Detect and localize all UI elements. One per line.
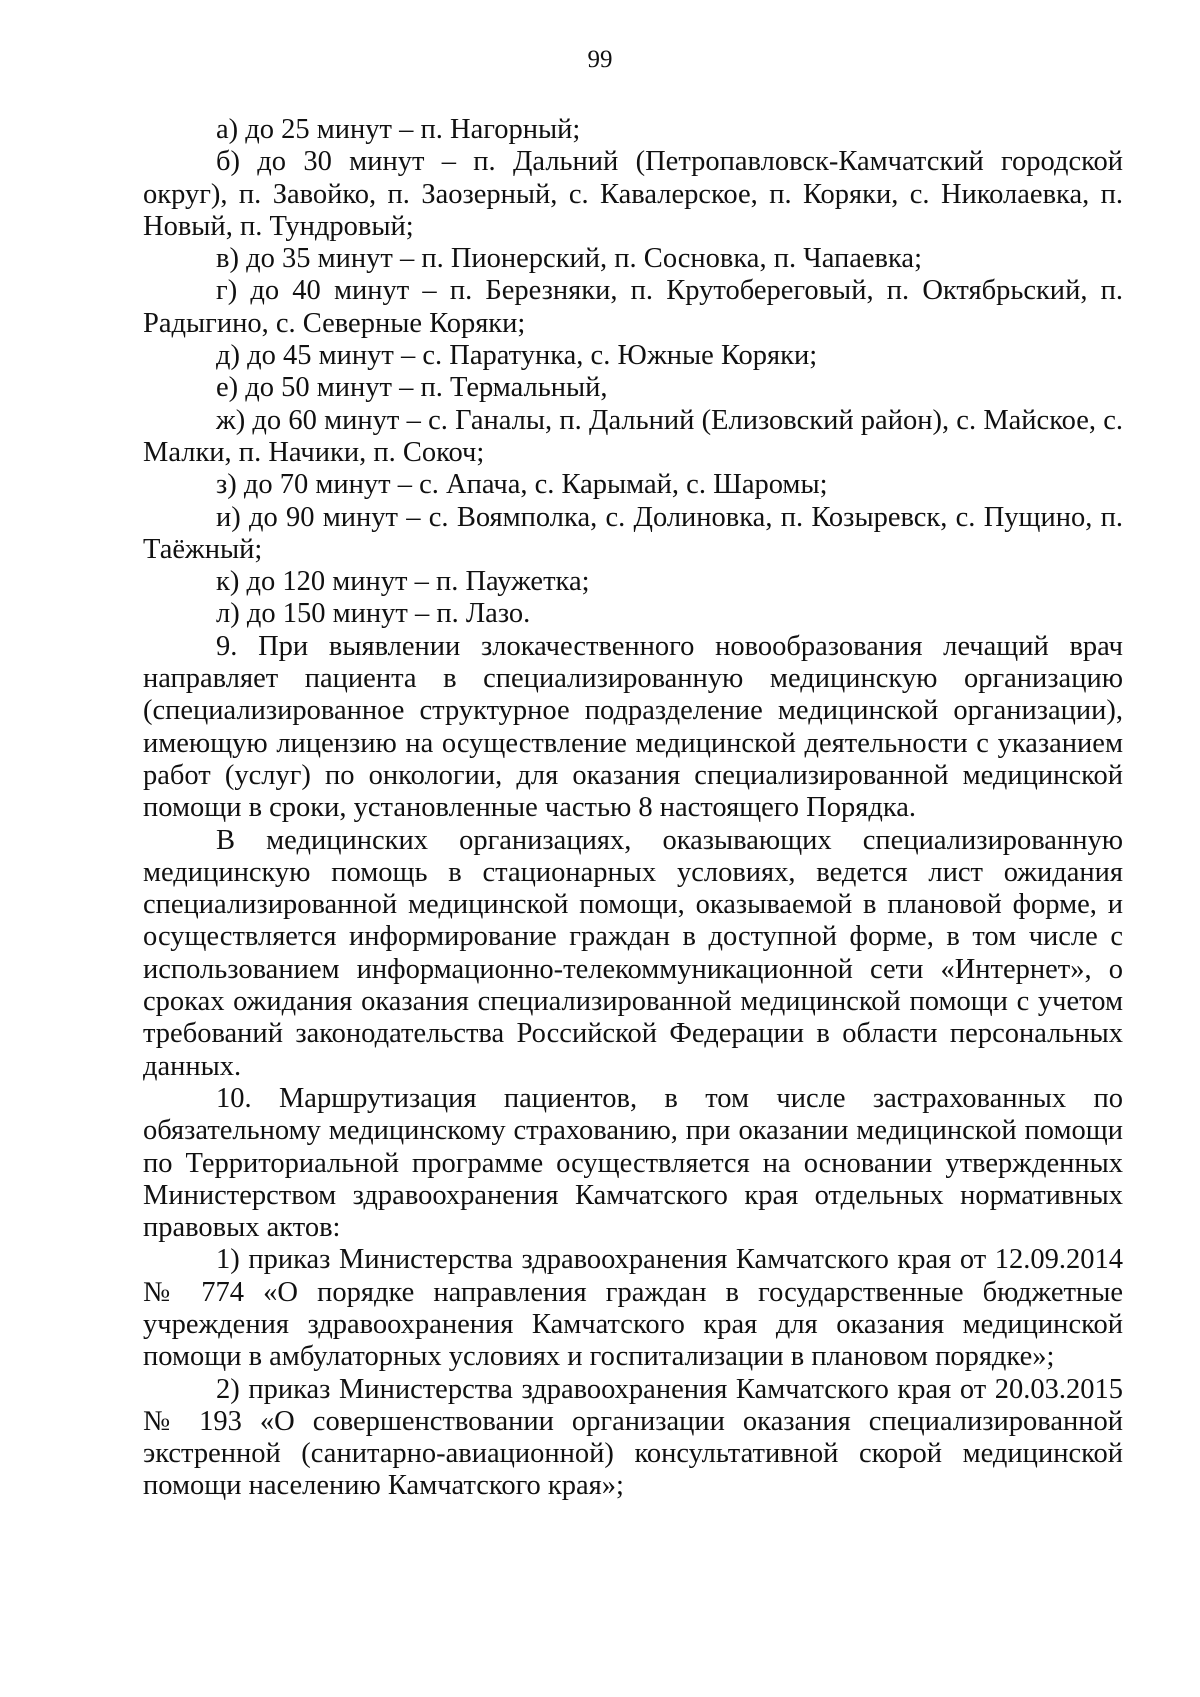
list-item-v: в) до 35 минут – п. Пионерский, п. Сосновка, п. Чапаевка; <box>216 243 922 275</box>
document-body <box>143 114 1123 1503</box>
list-item-i: и) до 90 минут – с. Воямполка, с. Долиновка, п. Козыревск, с. Пущино, п. Таёжный; <box>143 501 1123 565</box>
list-item-d: д) до 45 минут – с. Паратунка, с. Южные Коряки; <box>216 340 818 372</box>
list-item-b: б) до 30 минут – п. Дальний (Петропавловск-Камчатский городской округ), п. Завойко, п. Заозерный, с. Кавалерское, п. Коряки, с. Николаевка, п. Новый, п. Тундровый; <box>143 146 1123 242</box>
list-item-l: л) до 150 минут – п. Лазо. <box>216 598 531 630</box>
order-2-paragraph: 2) приказ Министерства здравоохранения Камчатского края от 20.03.2015 № 193 «О совершенствовании организации оказания специализированной экстренной (санитарно-авиационной) консультативной скорой медицинской помощи населению Камчатского края»; <box>143 1373 1123 1502</box>
waiting-list-paragraph: В медицинских организациях, оказывающих специализированную медицинскую помощь в стационарных условиях, ведется лист ожидания специализированной медицинской помощи, оказываемой в плановой форме, и осуществляется информирование граждан в доступной форме, в том числе с использованием информационно-телекоммуникационной сети «Интернет», о сроках ожидания оказания специализированной медицинской помощи с учетом требований законодательства Российской Федерации в области персональных данных. <box>143 824 1123 1082</box>
section-9-paragraph: 9. При выявлении злокачественного новообразования лечащий врач направляет пациента в специализированную медицинскую организацию (специализированное структурное подразделение медицинской организации), имеющую лицензию на осуществление медицинской деятельности с указанием работ (услуг) по онкологии, для оказания специализированной медицинской помощи в сроки, установленные частью 8 настоящего Порядка. <box>143 630 1123 824</box>
list-item-zh: ж) до 60 минут – с. Ганалы, п. Дальний (Елизовский район), с. Майское, с. Малки, п. Начики, п. Сокоч; <box>143 404 1123 468</box>
section-10-paragraph: 10. Маршрутизация пациентов, в том числе застрахованных по обязательному медицинскому страхованию, при оказании медицинской помощи по Территориальной программе осуществляется на основании утвержденных Министерством здравоохранения Камчатского края отдельных нормативных правовых актов: <box>143 1082 1123 1244</box>
order-1-paragraph: 1) приказ Министерства здравоохранения Камчатского края от 12.09.2014 № 774 «О порядке направления граждан в государственные бюджетные учреждения здравоохранения Камчатского края для оказания медицинской помощи в амбулаторных условиях и госпитализации в плановом порядке»; <box>143 1244 1123 1373</box>
page-number: 99 <box>587 46 613 73</box>
list-item-a: а) до 25 минут – п. Нагорный; <box>216 114 581 145</box>
list-item-k: к) до 120 минут – п. Паужетка; <box>216 566 590 598</box>
list-item-z: з) до 70 минут – с. Апача, с. Карымай, с. Шаромы; <box>216 469 828 501</box>
list-item-e: е) до 50 минут – п. Термальный, <box>216 372 608 404</box>
list-item-g: г) до 40 минут – п. Березняки, п. Крутобереговый, п. Октябрьский, п. Радыгино, с. Северные Коряки; <box>143 275 1123 339</box>
